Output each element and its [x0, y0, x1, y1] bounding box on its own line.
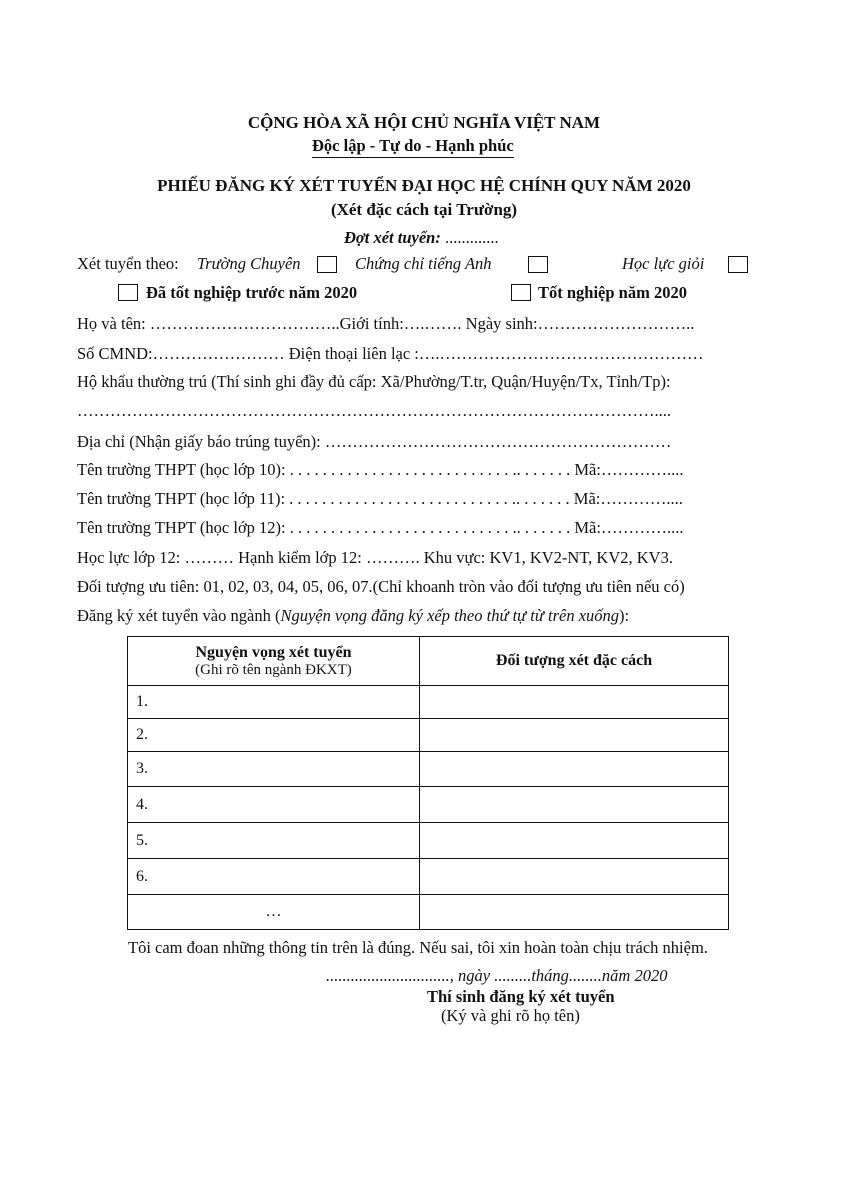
id-phone-line[interactable]: Số CMND:…………………… Điện thoại liên lạc :….………………………………………… — [77, 344, 704, 363]
school-grade12-line[interactable]: Tên trường THPT (học lớp 12): . . . . . . . . . . . . . . . . . . . . . . . . . . . .. . . . . . . Mã:………….... — [77, 518, 684, 537]
date-line[interactable]: .............................., ngày .........tháng........năm 2020 — [326, 966, 668, 985]
option-specialized-school-label: Trường Chuyên — [197, 254, 301, 273]
aspiration-cell[interactable]: 3. — [128, 752, 420, 787]
form-title: PHIẾU ĐĂNG KÝ XÉT TUYỂN ĐẠI HỌC HỆ CHÍNH QUY NĂM 2020 — [157, 176, 691, 195]
aspiration-cell[interactable]: 1. — [128, 686, 420, 719]
aspiration-cell[interactable]: 6. — [128, 859, 420, 895]
special-object-cell[interactable] — [420, 823, 729, 859]
table-row — [128, 895, 729, 930]
address-line[interactable]: Địa chỉ (Nhận giấy báo trúng tuyển): ……………………………………………………… — [77, 432, 672, 451]
graduated-2020-checkbox[interactable] — [511, 284, 531, 301]
table-row — [128, 752, 729, 787]
excellent-grades-checkbox[interactable] — [728, 256, 748, 273]
priority-line[interactable]: Đối tượng ưu tiên: 01, 02, 03, 04, 05, 06, 07.(Chỉ khoanh tròn vào đối tượng ưu tiên nếu có) — [77, 577, 685, 596]
table-row — [128, 686, 729, 719]
special-object-cell[interactable] — [420, 787, 729, 823]
graduated-before-label: Đã tốt nghiệp trước năm 2020 — [146, 283, 358, 302]
admission-label: Xét tuyển theo: — [77, 254, 179, 273]
major-prefix: Đăng ký xét tuyển vào ngành ( — [77, 606, 281, 625]
motto: Độc lập - Tự do - Hạnh phúc — [312, 136, 514, 158]
round-dots[interactable]: ............. — [444, 228, 499, 247]
aspiration-cell[interactable]: … — [128, 895, 420, 930]
graduated-2020-label: Tốt nghiệp năm 2020 — [538, 283, 687, 302]
specialized-school-checkbox[interactable] — [317, 256, 337, 273]
major-suffix: ): — [619, 606, 630, 625]
graduated-before-checkbox[interactable] — [118, 284, 138, 301]
school-grade11-line[interactable]: Tên trường THPT (học lớp 11): . . . . . . . . . . . . . . . . . . . . . . . . . . . .. . . . . . . Mã:………….... — [77, 489, 683, 508]
aspiration-header — [128, 637, 420, 686]
round-label: Đợt xét tuyển: — [344, 228, 441, 247]
aspiration-cell[interactable]: 2. — [128, 719, 420, 752]
form-subtitle: (Xét đặc cách tại Trường) — [330, 200, 518, 219]
table-row — [128, 719, 729, 752]
english-certificate-checkbox[interactable] — [528, 256, 548, 273]
school-grade10-line[interactable]: Tên trường THPT (học lớp 10): . . . . . . . . . . . . . . . . . . . . . . . . . . . .. . . . . . . Mã:………….... — [77, 460, 684, 479]
table-row — [128, 859, 729, 895]
major-registration-label — [77, 606, 629, 626]
table-row — [128, 787, 729, 823]
special-object-header: Đối tượng xét đặc cách — [420, 637, 729, 686]
special-object-cell[interactable] — [420, 859, 729, 895]
country-name: CỘNG HÒA XÃ HỘI CHỦ NGHĨA VIỆT NAM — [247, 113, 601, 132]
round-line — [344, 228, 499, 248]
aspiration-cell[interactable]: 5. — [128, 823, 420, 859]
aspiration-header-title: Nguyện vọng xét tuyển — [195, 643, 352, 661]
special-object-cell[interactable] — [420, 686, 729, 719]
residence-label: Hộ khẩu thường trú (Thí sinh ghi đầy đủ cấp: Xã/Phường/T.tr, Quận/Huyện/Tx, Tỉnh/Tp): — [77, 372, 671, 391]
grades-conduct-area-line[interactable]: Học lực lớp 12: ……… Hạnh kiểm lớp 12: ………. Khu vực: KV1, KV2-NT, KV2, KV3. — [77, 548, 673, 567]
signature-note: (Ký và ghi rõ họ tên) — [441, 1006, 580, 1025]
aspiration-table — [127, 636, 729, 930]
aspiration-header-sub: (Ghi rõ tên ngành ĐKXT) — [195, 661, 352, 678]
table-row — [128, 823, 729, 859]
special-object-cell[interactable] — [420, 752, 729, 787]
major-italic-note: Nguyện vọng đăng ký xếp theo thứ tự từ trên xuống — [280, 606, 620, 625]
special-object-cell[interactable] — [420, 895, 729, 930]
pledge-text: Tôi cam đoan những thông tin trên là đúng. Nếu sai, tôi xin hoàn toàn chịu trách nhiệm. — [128, 938, 708, 957]
residence-dots-line[interactable]: …………………………………………………………………………………………….... — [77, 401, 671, 420]
name-gender-dob-line[interactable]: Họ và tên: ……………………………..Giới tính:….……. Ngày sinh:……………………….. — [77, 314, 695, 333]
table-header-row — [128, 637, 729, 686]
signer-title: Thí sinh đăng ký xét tuyển — [427, 987, 615, 1006]
aspiration-cell[interactable]: 4. — [128, 787, 420, 823]
special-object-cell[interactable] — [420, 719, 729, 752]
option-english-certificate-label: Chứng chỉ tiếng Anh — [355, 254, 492, 273]
option-excellent-grades-label: Học lực giỏi — [622, 254, 705, 273]
